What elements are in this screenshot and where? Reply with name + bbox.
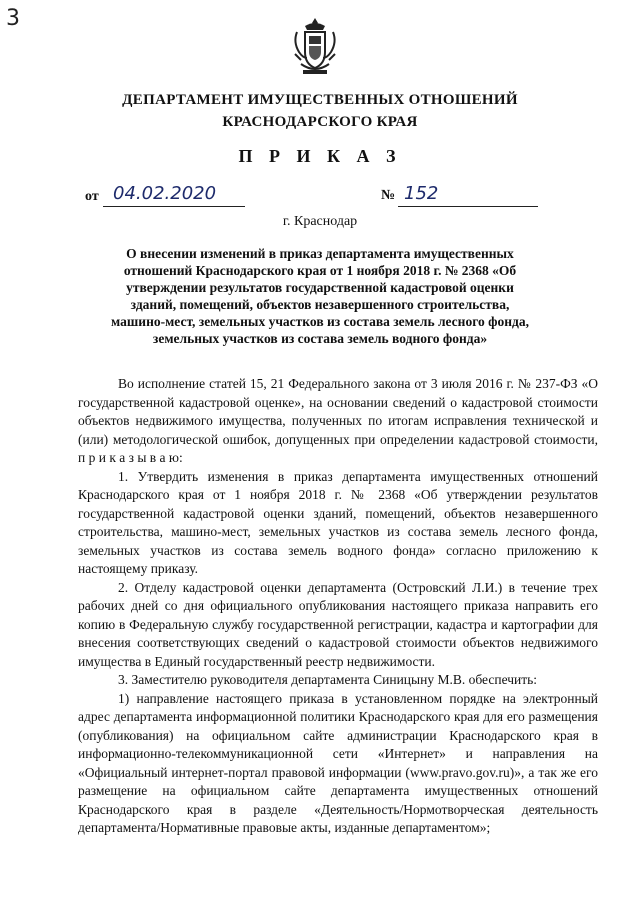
krasnodar-coat-of-arms-icon	[291, 14, 339, 82]
order-number: 152	[404, 183, 439, 204]
order-date: 04.02.2020	[113, 183, 217, 204]
order-body	[78, 375, 598, 838]
item-2-paragraph: 2. Отделу кадастровой оценки департамента (Островский Л.И.) в течение трех рабочих дней со дня официального опубликования настоящего приказа направить его копию в Федеральную службу государственной регистрации, кадастра и картографии для внесения соответствующих сведений о кадастровой стоимости объектов недвижимого имущества в Единый государственный реестр недвижимости.	[78, 579, 598, 669]
number-field	[398, 183, 538, 207]
date-field	[103, 183, 245, 207]
number-label: №	[381, 188, 396, 203]
item-1-paragraph: 1. Утвердить изменения в приказ департамента имущественных отношений Краснодарского края от 1 ноября 2018 г. № 2368 «Об утверждении результатов государственной кадастровой оценки зданий, помещений, объектов незавершенного строительства, машино-мест, земельных участков из состава земель лесного фонда, земельных участков из состава земель водного фонда» согласно приложению к настоящему приказу.	[78, 468, 598, 576]
date-label: от	[85, 189, 99, 204]
order-title: П Р И К А З	[238, 146, 402, 166]
page-number: 3	[6, 6, 20, 31]
city: г. Краснодар	[282, 214, 358, 229]
item-3-paragraph: 3. Заместителю руководителя департамента Синицыну М.В. обеспечить:	[118, 672, 538, 687]
preamble-paragraph: Во исполнение статей 15, 21 Федерального закона от 3 июля 2016 г. № 237-ФЗ «О государственной кадастровой оценке», на основании сведений о кадастровой стоимости объектов недвижимого имущества, полученных по итогам исправления технической и (или) методологической ошибок, допущенных при определении кадастровой стоимости, п р и к а з ы в а ю:	[78, 376, 598, 465]
department-name-line1: ДЕПАРТАМЕНТ ИМУЩЕСТВЕННЫХ ОТНОШЕНИЙ	[122, 92, 518, 108]
department-name-line2: КРАСНОДАРСКОГО КРАЯ	[222, 114, 418, 130]
order-heading: О внесении изменений в приказ департамента имущественных отношений Краснодарского края от 1 ноября 2018 г. № 2368 «Об утверждении результатов государственной кадастровой оценки зданий, помещений, объектов незавершенного строительства, машино-мест, земельных участков из состава земель лесного фонда, земельных участков из состава земель водного фонда»	[111, 246, 529, 346]
item-3-1-paragraph: 1) направление настоящего приказа в установленном порядке на электронный адрес департамента информационной политики Краснодарского края для его размещения (опубликования) на официальном сайте администрации Краснодарского края в информационно-телекоммуникационной сети «Интернет» и направления на «Официальный интернет-портал правовой информации (www.pravo.gov.ru)», а так же его размещение на официальном сайте департамента имущественных отношений Краснодарского края в разделе «Деятельность/Нормотворческая деятельность департамента/Нормативные правовые акты, изданные департаментом»;	[78, 690, 598, 835]
